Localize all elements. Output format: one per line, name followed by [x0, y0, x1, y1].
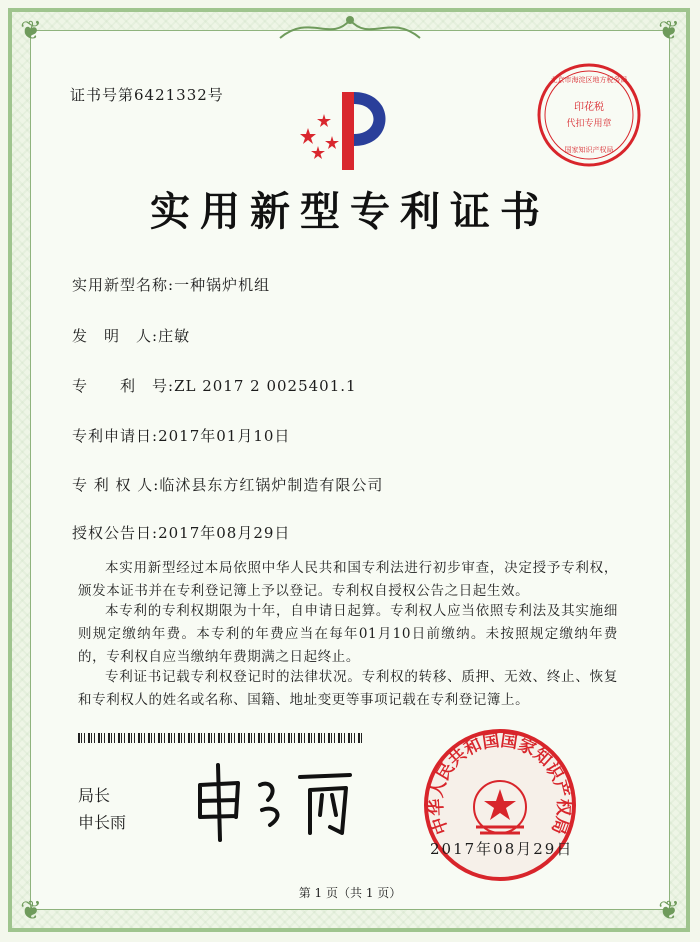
barcode-bar — [98, 733, 100, 743]
barcode-bar — [288, 733, 290, 743]
barcode-bar — [334, 733, 335, 743]
field-value: ZL 2017 2 0025401.1 — [174, 377, 357, 395]
barcode-bar — [211, 733, 212, 743]
barcode-bar — [204, 733, 205, 743]
certificate-number: 证书号第6421332号 — [70, 86, 224, 104]
barcode-bar — [244, 733, 245, 743]
barcode-bar — [238, 733, 240, 743]
cnipa-logo-icon — [296, 84, 406, 174]
barcode-bar — [308, 733, 310, 743]
barcode-bar — [81, 733, 82, 743]
barcode-bar — [318, 733, 320, 743]
barcode-bar — [184, 733, 185, 743]
certificate-title: 实用新型专利证书 — [150, 188, 550, 235]
barcode-bar — [144, 733, 145, 743]
barcode-bar — [128, 733, 130, 743]
director-signature — [190, 755, 360, 845]
barcode-bar — [208, 733, 210, 743]
barcode-bar — [88, 733, 90, 743]
barcode-bar — [361, 733, 362, 743]
barcode-bar — [121, 733, 122, 743]
barcode-bar — [314, 733, 315, 743]
barcode-bar — [328, 733, 330, 743]
barcode-bar — [178, 733, 180, 743]
barcode-bar — [158, 733, 160, 743]
barcode-bar — [94, 733, 95, 743]
barcode-bar — [151, 733, 152, 743]
field-value: 2017年08月29日 — [158, 524, 291, 542]
barcode-bar — [131, 733, 132, 743]
corner-ornament-icon: ❦ — [658, 16, 680, 46]
barcode-bar — [304, 733, 305, 743]
barcode-bar — [294, 733, 295, 743]
paragraph-legal-status: 专利证书记载专利权登记时的法律状况。专利权的转移、质押、无效、终止、恢复和专利权人的姓名或名称、国籍、地址变更等事项记载在专利登记簿上。 — [78, 669, 618, 708]
barcode-bar — [188, 733, 190, 743]
field-label: 专利申请日: — [72, 427, 159, 445]
field-value: 2017年01月10日 — [158, 427, 291, 445]
corner-ornament-icon: ❦ — [658, 896, 680, 926]
director-name: 申长雨 — [78, 813, 127, 832]
corner-ornament-icon: ❦ — [20, 896, 42, 926]
field-grant-date — [72, 522, 290, 543]
paragraph-grant: 本实用新型经过本局依照中华人民共和国专利法进行初步审查，决定授予专利权，颁发本证书并在专利登记簿上予以登记。专利权自授权公告之日起生效。 — [78, 560, 618, 599]
barcode-bar — [258, 733, 260, 743]
corner-ornament-icon: ❦ — [20, 16, 42, 46]
national-ip-seal-icon — [420, 725, 580, 885]
barcode-bar — [321, 733, 322, 743]
svg-text:印花税: 印花税 — [574, 102, 604, 113]
barcode-bar — [254, 733, 255, 743]
barcode-bar — [261, 733, 262, 743]
barcode-bar — [284, 733, 285, 743]
barcode-bar — [174, 733, 175, 743]
field-label: 实用新型名称: — [72, 276, 175, 294]
barcode-bar — [311, 733, 312, 743]
barcode-bar — [358, 733, 360, 743]
barcode-bar — [341, 733, 342, 743]
barcode-bar — [278, 733, 280, 743]
barcode-bar — [218, 733, 220, 743]
barcode-bar — [248, 733, 250, 743]
field-value: 庄敏 — [158, 327, 191, 345]
barcode-bar — [84, 733, 85, 743]
barcode-bar — [154, 733, 155, 743]
barcode-bar — [271, 733, 272, 743]
barcode-bar — [181, 733, 182, 743]
field-patent-number — [72, 375, 357, 396]
barcode-bar — [351, 733, 352, 743]
barcode-bar — [171, 733, 172, 743]
barcode-bar — [161, 733, 162, 743]
barcode-bar — [274, 733, 275, 743]
svg-text:北京市海淀区地方税务局: 北京市海淀区地方税务局 — [550, 76, 628, 84]
barcode-bar — [114, 733, 115, 743]
barcode-bar — [224, 733, 225, 743]
barcode-bar — [194, 733, 195, 743]
barcode-bar — [331, 733, 332, 743]
barcode-bar — [221, 733, 222, 743]
barcode-bar — [268, 733, 270, 743]
field-utility-model-name — [72, 274, 270, 295]
director-title: 局长 — [78, 786, 111, 805]
barcode-bar — [241, 733, 242, 743]
svg-text:国家知识产权局: 国家知识产权局 — [564, 146, 614, 154]
barcode-bar — [228, 733, 230, 743]
barcode-bar — [201, 733, 202, 743]
barcode-bar — [124, 733, 125, 743]
field-label: 专 利 号: — [72, 377, 175, 395]
field-patentee — [72, 474, 383, 495]
barcode-bar — [168, 733, 170, 743]
barcode-bar — [108, 733, 110, 743]
barcode-bar — [118, 733, 120, 743]
field-label: 专 利 权 人: — [72, 476, 160, 494]
tax-seal-icon — [534, 60, 644, 170]
paragraph-term: 本专利的专利权期限为十年，自申请日起算。专利权人应当依照专利法及其实施细则规定缴纳年费。本专利的年费应当在每年01月10日前缴纳。未按照规定缴纳年费的，专利权自应当缴纳年费期满之日起终止。 — [78, 603, 618, 665]
field-inventor — [72, 325, 190, 346]
field-application-date — [72, 425, 290, 446]
barcode-bar — [231, 733, 232, 743]
barcode-bar — [111, 733, 112, 743]
barcode-bar — [264, 733, 265, 743]
field-label: 发 明 人: — [72, 327, 159, 345]
barcode-bar — [338, 733, 340, 743]
barcode-bar — [104, 733, 105, 743]
field-value: 临沭县东方红锅炉制造有限公司 — [159, 476, 384, 494]
barcode-bar — [214, 733, 215, 743]
barcode-bar — [281, 733, 282, 743]
barcode-bar — [344, 733, 345, 743]
barcode-bar — [348, 733, 350, 743]
barcode-bar — [291, 733, 292, 743]
barcode-bar — [134, 733, 135, 743]
barcode-bar — [141, 733, 142, 743]
barcode-bar — [148, 733, 150, 743]
barcode-bar — [251, 733, 252, 743]
barcode-bar — [298, 733, 300, 743]
barcode-bar — [91, 733, 92, 743]
barcode-bar — [164, 733, 165, 743]
barcode-bar — [78, 733, 80, 743]
barcode-bar — [324, 733, 325, 743]
top-ornament-icon — [270, 8, 430, 48]
field-label: 授权公告日: — [72, 524, 159, 542]
page-indicator: 第 1 页（共 1 页） — [298, 886, 402, 900]
barcode-bar — [191, 733, 192, 743]
barcode-icon — [78, 733, 364, 743]
field-value: 一种锅炉机组 — [174, 276, 271, 294]
barcode-bar — [234, 733, 235, 743]
big-seal-text: 中华人民共和国国家知识产权局 — [426, 730, 574, 837]
barcode-bar — [301, 733, 302, 743]
barcode-bar — [198, 733, 200, 743]
barcode-bar — [101, 733, 102, 743]
barcode-bar — [354, 733, 355, 743]
svg-text:代扣专用章: 代扣专用章 — [566, 119, 612, 129]
barcode-bar — [138, 733, 140, 743]
issue-date: 2017年08月29日 — [430, 840, 574, 858]
